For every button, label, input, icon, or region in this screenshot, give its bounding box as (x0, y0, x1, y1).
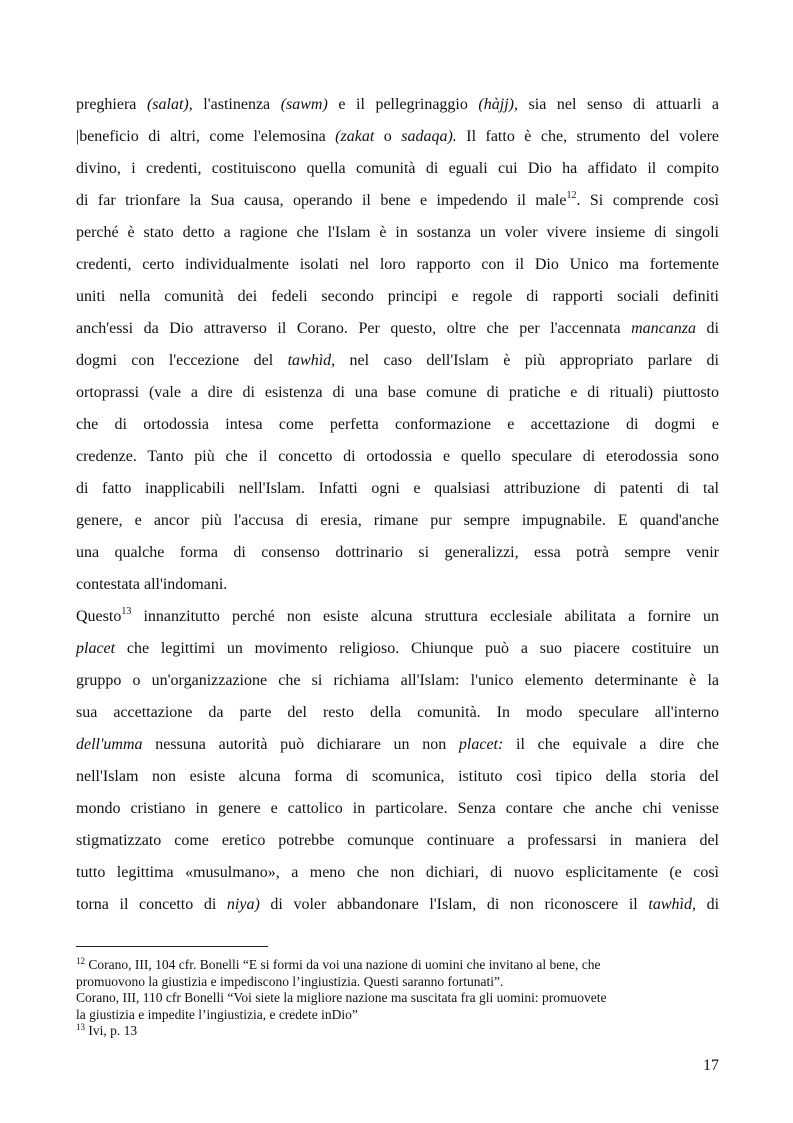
body-line (76, 665, 719, 697)
text-run: nel caso dell'Islam è più appropriato parlare di (335, 352, 719, 369)
body-line (76, 377, 719, 409)
body-line (76, 89, 719, 121)
body-line (76, 793, 719, 825)
text-run: di (696, 320, 719, 337)
body-line (76, 281, 719, 313)
text-run: credenti, certo individualmente isolati nel loro rapporto con il Dio Unico ma fortemente (76, 256, 719, 273)
body-line (76, 633, 719, 665)
footnote-marker: 13 (76, 1022, 85, 1032)
body-line (76, 537, 719, 569)
text-run: il che equivale a dire che (503, 736, 719, 753)
text-run: credenze. Tanto più che il concetto di ortodossia e quello speculare di eterodossia sono (76, 448, 719, 465)
italic-term: (hàjj), (478, 96, 518, 113)
italic-term: niya) (226, 896, 260, 913)
text-run: mondo cristiano in genere e cattolico in particolare. Senza contare che anche chi venisse (76, 800, 719, 817)
footnote-line (76, 1007, 719, 1024)
text-run: Corano, III, 104 cfr. Bonelli “E si formi da voi una nazione di uomini che invitano al bene, che (85, 957, 601, 972)
text-run: la giustizia e impedite l’ingiustizia, e credete inDio” (76, 1006, 358, 1022)
italic-term: mancanza (631, 320, 697, 337)
italic-term: (salat), (146, 96, 193, 113)
footnote-line (76, 990, 719, 1007)
text-run: che di ortodossia intesa come perfetta conformazione e accettazione di dogmi e (76, 416, 719, 433)
text-run: Ivi, p. 13 (85, 1023, 138, 1038)
text-run: anch'essi da Dio attraverso il Corano. Per questo, oltre che per l'accennata (76, 320, 632, 337)
body-line (76, 569, 719, 601)
text-run: torna il concetto di (76, 896, 227, 913)
body-line (76, 121, 719, 153)
text-run: che legittimi un movimento religioso. Chiunque può a suo piacere costituire un (115, 640, 719, 657)
body-line (76, 729, 719, 761)
body-line (76, 825, 719, 857)
text-run: ortoprassi (vale a dire di esistenza di una base comune di pratiche e di rituali) piuttosto (76, 384, 719, 401)
italic-term: placet: (458, 736, 504, 753)
text-run: una qualche forma di consenso dottrinario si generalizzi, essa potrà sempre venir (76, 544, 719, 561)
text-run: dogmi con l'eccezione del (76, 352, 288, 369)
italic-term: (sawm) (280, 96, 328, 113)
text-run: nell'Islam non esiste alcuna forma di scomunica, istituto così tipico della storia del (76, 768, 719, 785)
text-run: |beneficio di altri, come l'elemosina (76, 128, 336, 145)
body-text (76, 89, 719, 921)
text-run: genere, e ancor più l'accusa di eresia, rimane pur sempre impugnabile. E quand'anche (76, 512, 719, 529)
body-line (76, 441, 719, 473)
text-run: contestata all'indomani. (76, 576, 228, 593)
text-run: innanzitutto perché non esiste alcuna struttura ecclesiale abilitata a fornire un (131, 608, 719, 625)
body-line (76, 857, 719, 889)
text-run: o (374, 128, 402, 145)
footnote-separator (76, 946, 268, 947)
footnote-line (76, 957, 719, 974)
body-line (76, 473, 719, 505)
text-run: stigmatizzato come eretico potrebbe comunque continuare a professarsi in maniera del (76, 832, 719, 849)
italic-term: dell'umma (76, 736, 143, 753)
body-line (76, 217, 719, 249)
italic-term: (zakat (335, 128, 375, 145)
footnotes (76, 957, 719, 1040)
text-run: di voler abbandonare l'Islam, di non riconoscere il (259, 896, 649, 913)
text-run: e il pellegrinaggio (327, 96, 479, 113)
text-run: promuovono la giustizia e impediscono l’ingiustizia. Questi saranno fortunati”. (76, 973, 504, 989)
text-run: . Si comprende così (576, 192, 719, 209)
body-line (76, 889, 719, 921)
text-run: preghiera (76, 96, 147, 113)
body-line (76, 249, 719, 281)
text-run: Il fatto è che, strumento del volere (456, 128, 720, 145)
text-run: Corano, III, 110 cfr Bonelli “Voi siete la migliore nazione ma suscitata fra gli uomini: promuovete (76, 990, 607, 1005)
body-line (76, 505, 719, 537)
text-run: l'astinenza (192, 96, 281, 113)
footnote-marker: 12 (76, 956, 85, 966)
italic-term: placet (76, 640, 116, 657)
body-line (76, 601, 719, 633)
text-run: di (695, 896, 720, 913)
body-line (76, 761, 719, 793)
italic-term: tawhìd, (287, 352, 336, 369)
footnote-marker: 12 (566, 190, 577, 201)
text-run: di far trionfare la Sua causa, operando il bene e impedendo il male (76, 192, 567, 209)
text-run: tutto legittima «musulmano», a meno che non dichiari, di nuovo esplicitamente (e così (76, 864, 719, 881)
text-run: sia nel senso di attuarli a (517, 96, 720, 113)
body-line (76, 153, 719, 185)
text-run: divino, i credenti, costituiscono quella comunità di eguali cui Dio ha affidato il compito (76, 160, 719, 177)
body-line (76, 313, 719, 345)
italic-term: tawhìd, (648, 896, 696, 913)
footnote-line (76, 974, 719, 991)
text-run: perché è stato detto a ragione che l'Islam è in sostanza un voler vivere insieme di singoli (76, 224, 719, 241)
body-line (76, 185, 719, 217)
text-run: uniti nella comunità dei fedeli secondo principi e regole di rapporti sociali definiti (76, 288, 719, 305)
page-number: 17 (703, 1057, 719, 1074)
body-line (76, 409, 719, 441)
footnote-line (76, 1023, 719, 1040)
text-run: sua accettazione da parte del resto della comunità. In modo speculare all'interno (76, 704, 719, 721)
footnote-marker: 13 (121, 606, 132, 617)
text-run: gruppo o un'organizzazione che si richiama all'Islam: l'unico elemento determinante è la (76, 672, 719, 689)
body-line (76, 697, 719, 729)
text-run: Questo (76, 608, 122, 625)
italic-term: sadaqa). (401, 128, 457, 145)
body-line (76, 345, 719, 377)
text-run: nessuna autorità può dichiarare un non (142, 736, 459, 753)
text-run: di fatto inapplicabili nell'Islam. Infatti ogni e qualsiasi attribuzione di patenti di tal (76, 480, 719, 497)
